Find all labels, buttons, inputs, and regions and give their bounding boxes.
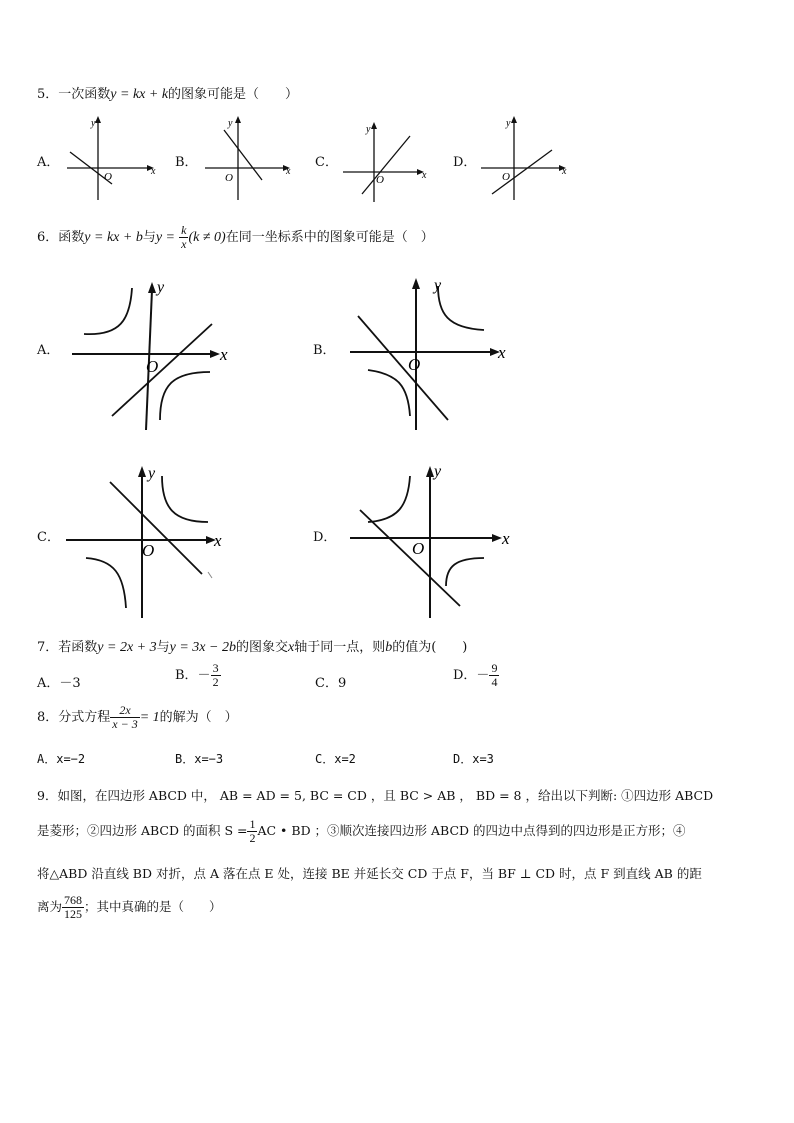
- svg-text:y: y: [434, 277, 442, 294]
- svg-text:y: y: [148, 465, 156, 482]
- svg-text:y: y: [506, 118, 511, 129]
- svg-text:x: x: [562, 166, 567, 177]
- q9-line-3: 将△ABD 沿直线 BD 对折，点 A 落在点 E 处，连接 BE 并延长交 CD 于点 F，当 BF ⊥ CD 时，点 F 到直线 AB 的距: [37, 866, 702, 881]
- svg-text:O: O: [146, 357, 159, 376]
- q6-graph-b: [346, 274, 516, 436]
- q9-line-4: 离为 $\frac{768}{125}$ ；其中真确的是（ ）: [37, 893, 222, 921]
- q8-option-c: C．x=2: [315, 752, 356, 766]
- q5-graph-c: [338, 116, 438, 208]
- svg-text:O: O: [408, 355, 421, 374]
- svg-text:O: O: [502, 171, 510, 183]
- q5-option-c-label: C．: [315, 155, 338, 170]
- svg-text:O: O: [225, 172, 233, 184]
- svg-text:y: y: [434, 463, 442, 480]
- q5-option-a-label: A．: [37, 155, 60, 170]
- q6-option-c-label: C．: [37, 530, 60, 545]
- q6-graph-c: [62, 462, 232, 622]
- q8-option-d: D．x=3: [453, 752, 494, 766]
- q6-stem: 6．函数y = kx + b与y = $\frac{k}{x}$ (k ≠ 0)在同一坐标系中的图象可能是（ ）: [37, 223, 434, 251]
- svg-text:O: O: [104, 171, 112, 183]
- svg-text:y: y: [366, 124, 371, 135]
- svg-text:y: y: [91, 118, 96, 129]
- q5-option-d-label: D．: [453, 155, 477, 170]
- q6-option-d-label: D．: [313, 530, 337, 545]
- q8-option-b: B．x=−3: [175, 752, 224, 766]
- q5-graph-b: [200, 112, 300, 204]
- q5-graph-a: [62, 112, 162, 204]
- q7-option-b: B．－ $\frac{3}{2}$: [175, 661, 219, 689]
- q7-option-d: D．－ $\frac{9}{4}$: [453, 661, 498, 689]
- q7-option-a: A．－3: [37, 676, 81, 691]
- q9-line-2: 是菱形；②四边形 ABCD 的面积 S = $\frac{1}{2}$ AC • BD ；③顺次连接四边形 ABCD 的四边中点得到的四边形是正方形；④: [37, 817, 686, 845]
- q5-option-b-label: B．: [175, 155, 198, 170]
- svg-text:x: x: [498, 343, 506, 362]
- q6-graph-a: [68, 276, 238, 436]
- svg-text:O: O: [142, 541, 155, 560]
- q6-graph-d: [346, 462, 518, 622]
- q8-option-a: A．x=−2: [37, 752, 86, 766]
- svg-text:O: O: [412, 539, 425, 558]
- q5-graph-d: [476, 112, 576, 204]
- svg-text:y: y: [157, 279, 165, 296]
- q6-option-a-label: A．: [37, 343, 60, 358]
- q9-line-1: 9．如图，在四边形 ABCD 中， AB = AD = 5, BC = CD ，且 BC > AB ， BD = 8 ，给出以下判断: ①四边形 ABCD: [37, 788, 714, 803]
- svg-text:x: x: [502, 529, 510, 548]
- svg-text:x: x: [286, 166, 291, 177]
- q5-stem: 5．一次函数y = kx + k的图象可能是（ ）: [37, 87, 299, 102]
- svg-text:x: x: [220, 345, 228, 364]
- svg-text:O: O: [376, 174, 384, 186]
- svg-text:y: y: [228, 118, 233, 129]
- q8-stem: 8．分式方程 $\frac{2x}{x - 3}$ = 1的解为（ ）: [37, 703, 238, 731]
- q7-option-c: C．9: [315, 676, 347, 691]
- q6-option-b-label: B．: [313, 343, 336, 358]
- q7-stem: 7．若函数y = 2x + 3与y = 3x − 2b的图象交x轴于同一点，则b的值为( ): [37, 640, 468, 655]
- svg-text:x: x: [422, 170, 427, 181]
- svg-text:x: x: [151, 166, 156, 177]
- svg-text:x: x: [214, 531, 222, 550]
